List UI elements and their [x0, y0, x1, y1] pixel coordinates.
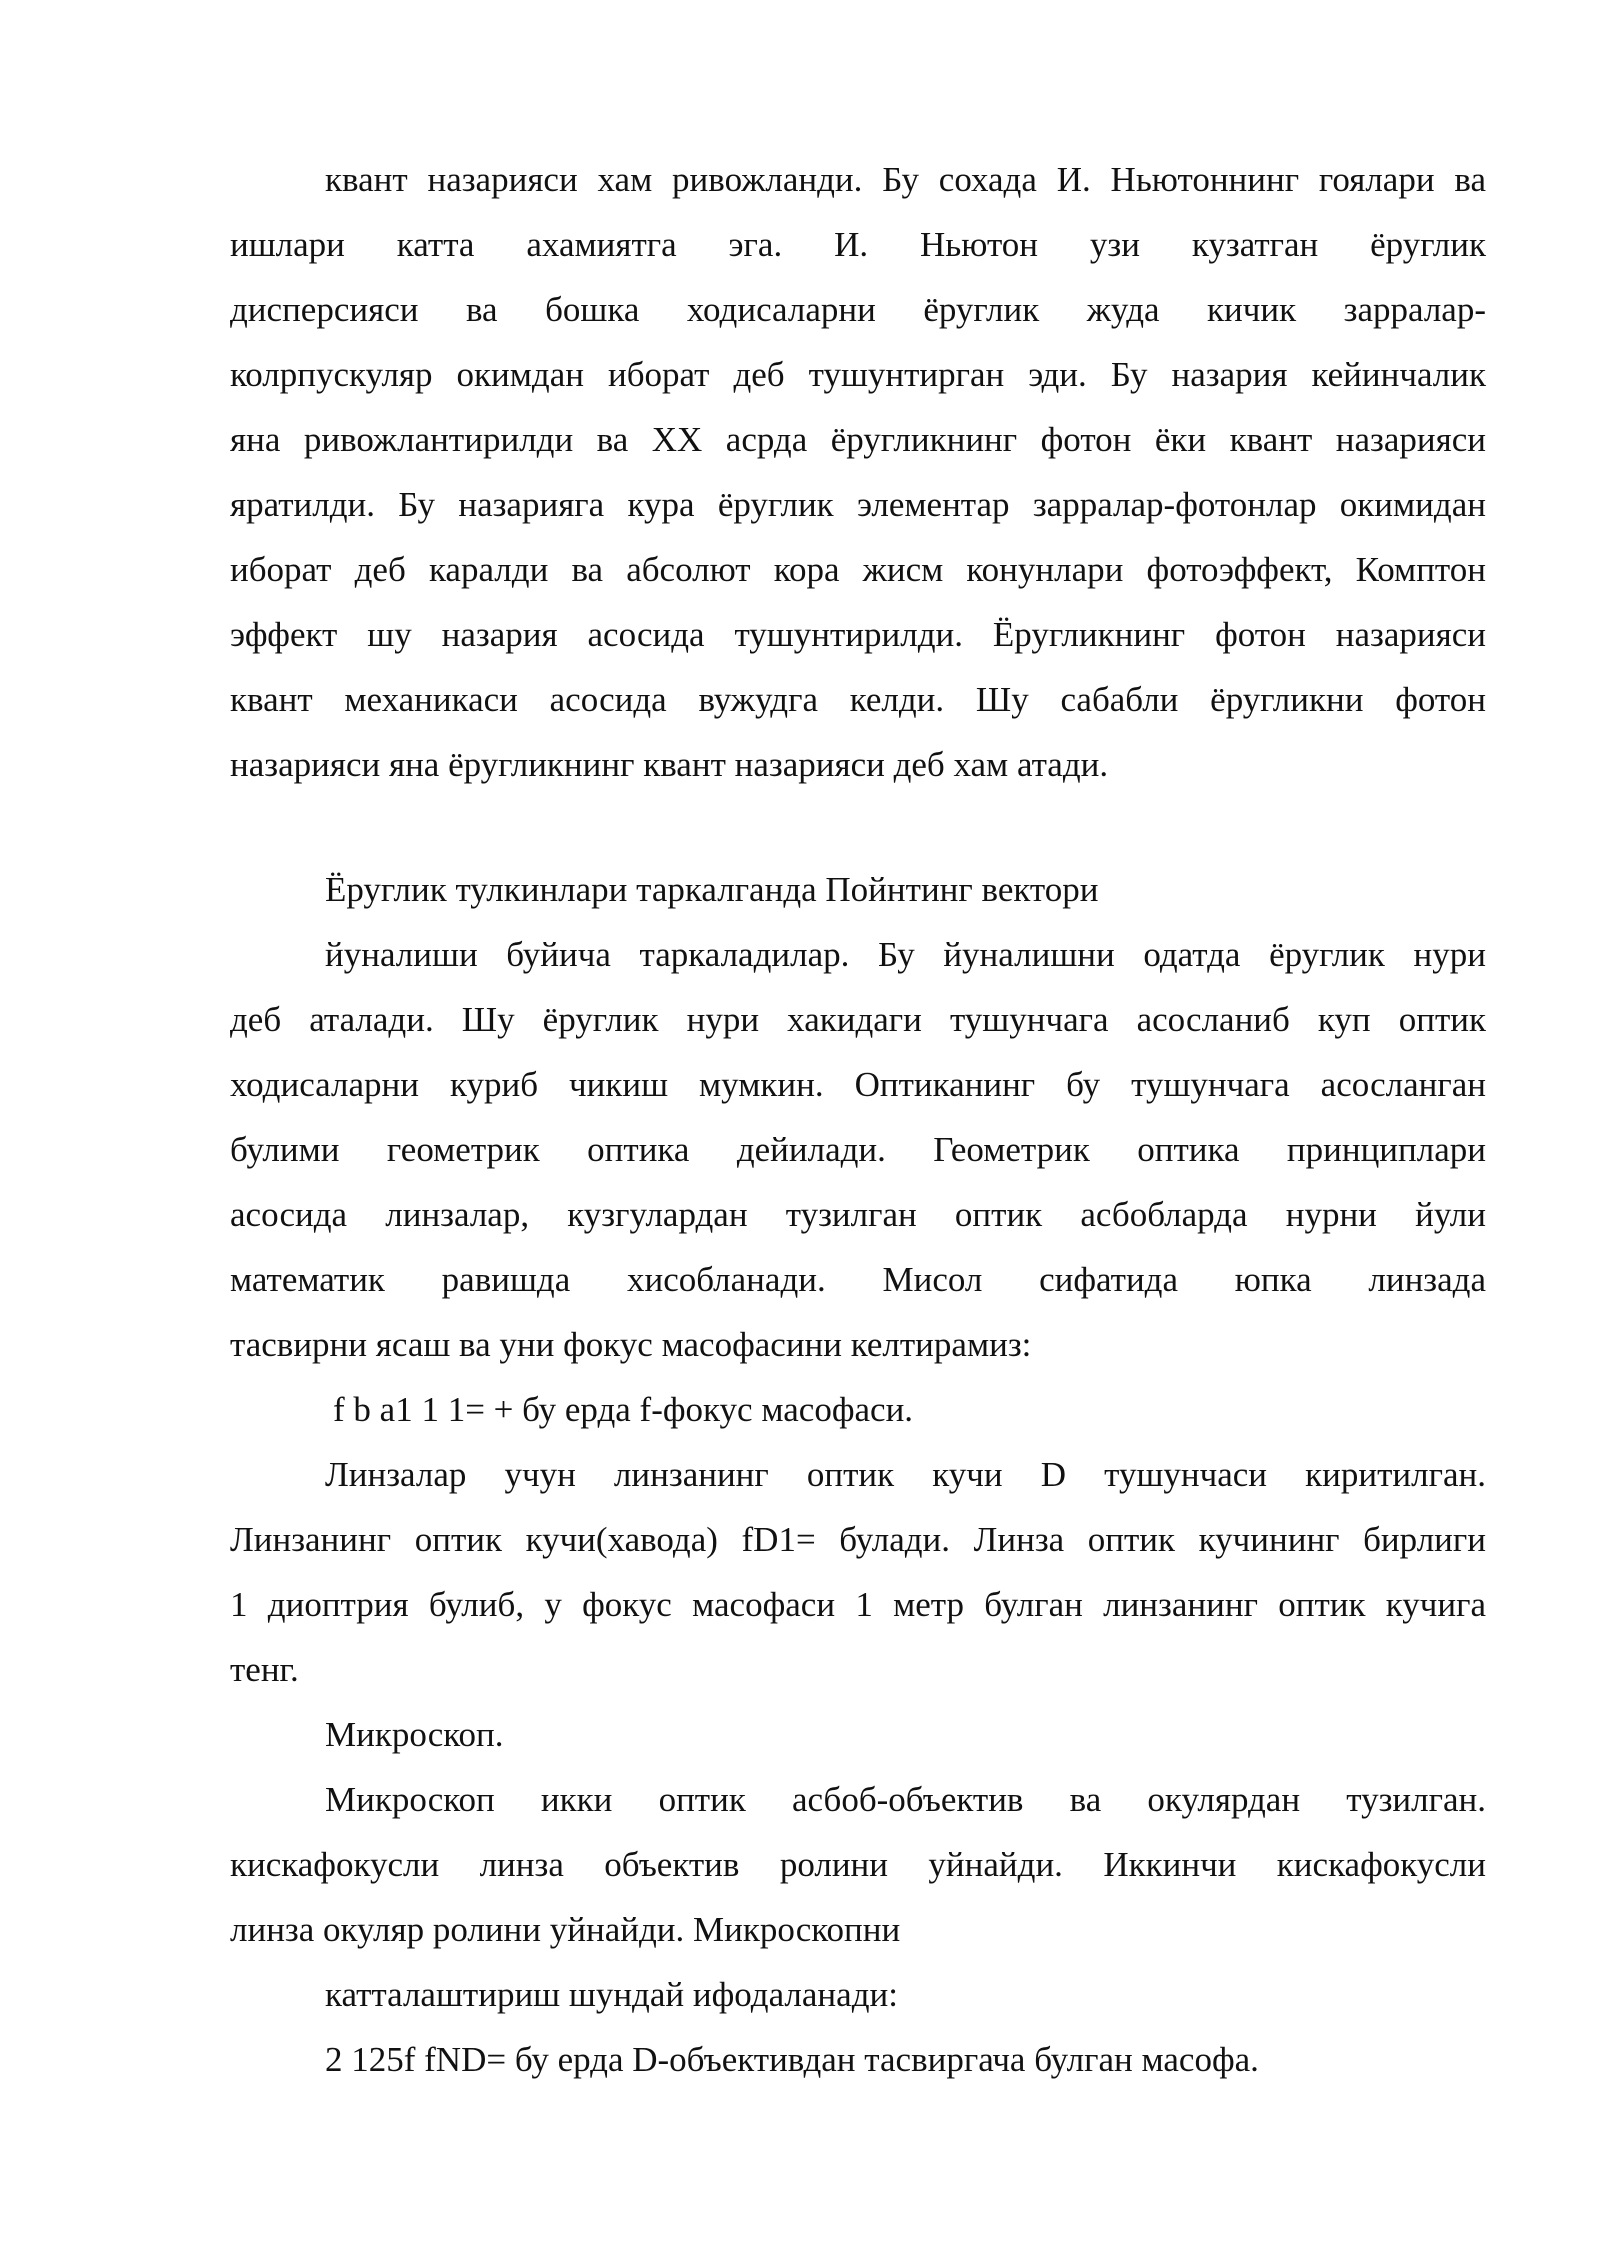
- text-line: квант механикаси асосида вужудга келди. Шу сабабли ёругликни фотон: [230, 680, 1486, 719]
- text-line: эффект шу назария асосида тушунтирилди. Ёругликнинг фотон назарияси: [230, 615, 1486, 654]
- text-line: асосида линзалар, кузгулардан тузилган оптик асбобларда нурни йули: [230, 1195, 1486, 1234]
- text-line: булими геометрик оптика дейилади. Геометрик оптика принциплари: [230, 1130, 1486, 1169]
- text-line: кискафокусли линза объектив ролини уйнайди. Иккинчи кискафокусли: [230, 1845, 1486, 1884]
- section-lead-line: Ёруглик тулкинлари таркалганда Пойнтинг вектори: [325, 870, 1099, 909]
- text-line: квант назарияси хам ривожланди. Бу сохада И. Ньютоннинг гоялари ва: [325, 160, 1486, 199]
- text-line: иборат деб каралди ва абсолют кора жисм конунлари фотоэффект, Комптон: [230, 550, 1486, 589]
- text-line: катталаштириш шундай ифодаланади:: [325, 1975, 898, 2014]
- text-line: тасвирни ясаш ва уни фокус масофасини келтирамиз:: [230, 1325, 1032, 1364]
- text-line: 1 диоптрия булиб, у фокус масофаси 1 метр булган линзанинг оптик кучига: [230, 1585, 1486, 1624]
- text-line: ишлари катта ахамиятга эга. И. Ньютон узи кузатган ёруглик: [230, 225, 1486, 264]
- section-heading: Микроскоп.: [325, 1715, 504, 1754]
- text-line: Линзанинг оптик кучи(хавода) fD1= булади. Линза оптик кучининг бирлиги: [230, 1520, 1486, 1559]
- text-line: колрпускуляр окимдан иборат деб тушунтирган эди. Бу назария кейинчалик: [230, 355, 1486, 394]
- text-line: ходисаларни куриб чикиш мумкин. Оптиканинг бу тушунчага асосланган: [230, 1065, 1486, 1104]
- text-line: деб аталади. Шу ёруглик нури хакидаги тушунчага асосланиб куп оптик: [230, 1000, 1486, 1039]
- text-line: йуналиши буйича таркаладилар. Бу йуналишни одатда ёруглик нури: [325, 935, 1486, 974]
- text-line: назарияси яна ёругликнинг квант назарияси деб хам атади.: [230, 745, 1109, 784]
- text-line: Микроскоп икки оптик асбоб-объектив ва окулярдан тузилган.: [325, 1780, 1486, 1819]
- text-line: яратилди. Бу назарияга кура ёруглик элементар зарралар-фотонлар окимидан: [230, 485, 1486, 524]
- text-line: яна ривожлантирилди ва XX асрда ёругликнинг фотон ёки квант назарияси: [230, 420, 1486, 459]
- formula-line: f b a1 1 1= + бу ерда f-фокус масофаси.: [333, 1390, 914, 1429]
- text-line: тенг.: [230, 1650, 299, 1689]
- text-line: Линзалар учун линзанинг оптик кучи D тушунчаси киритилган.: [325, 1455, 1486, 1494]
- text-line: линза окуляр ролини уйнайди. Микроскопни: [230, 1910, 901, 1949]
- text-line: математик равишда хисобланади. Мисол сифатида юпка линзада: [230, 1260, 1486, 1299]
- text-line: дисперсияси ва бошка ходисаларни ёруглик жуда кичик зарралар-: [230, 290, 1486, 329]
- formula-line: 2 125f fND= бу ерда D-объективдан тасвиргача булган масофа.: [325, 2040, 1259, 2079]
